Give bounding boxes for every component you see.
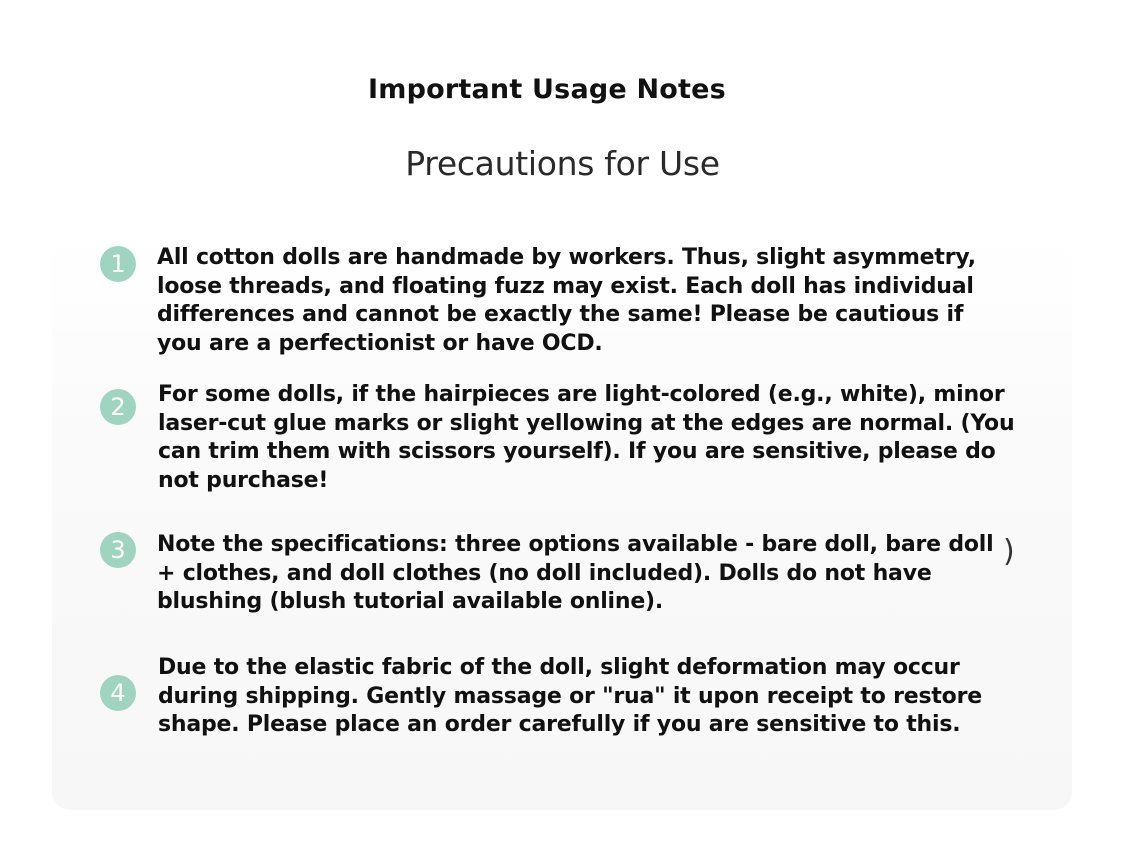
number-badge-2: 2 bbox=[100, 389, 136, 425]
number-badge-4: 4 bbox=[100, 675, 136, 711]
page-title: Important Usage Notes bbox=[368, 74, 726, 105]
note-text-4: Due to the elastic fabric of the doll, slight deformation may occur during shipping. Gently massage or "rua" it upon receipt to restore shape. Please place an order carefully if you are sensitive to this. bbox=[158, 655, 982, 737]
stray-parenthesis-mark: ) bbox=[1003, 534, 1015, 569]
number-badge-3: 3 bbox=[100, 532, 136, 568]
note-text-3: Note the specifications: three options available - bare doll, bare doll + clothes, and doll clothes (no doll included). Dolls do not have blushing (blush tutorial available online). bbox=[157, 532, 994, 614]
note-text-1: All cotton dolls are handmade by workers. Thus, slight asymmetry, loose threads, and floating fuzz may exist. Each doll has individual differences and cannot be exactly the same! Please be cautious if you are a perfectionist or have OCD. bbox=[157, 245, 976, 356]
page-subtitle: Precautions for Use bbox=[405, 144, 720, 183]
note-text-2: For some dolls, if the hairpieces are light-colored (e.g., white), minor laser-cut glue marks or slight yellowing at the edges are normal. (You can trim them with scissors yourself). If you are sensitive, please do not purchase! bbox=[158, 382, 1015, 493]
number-badge-1: 1 bbox=[100, 246, 136, 282]
